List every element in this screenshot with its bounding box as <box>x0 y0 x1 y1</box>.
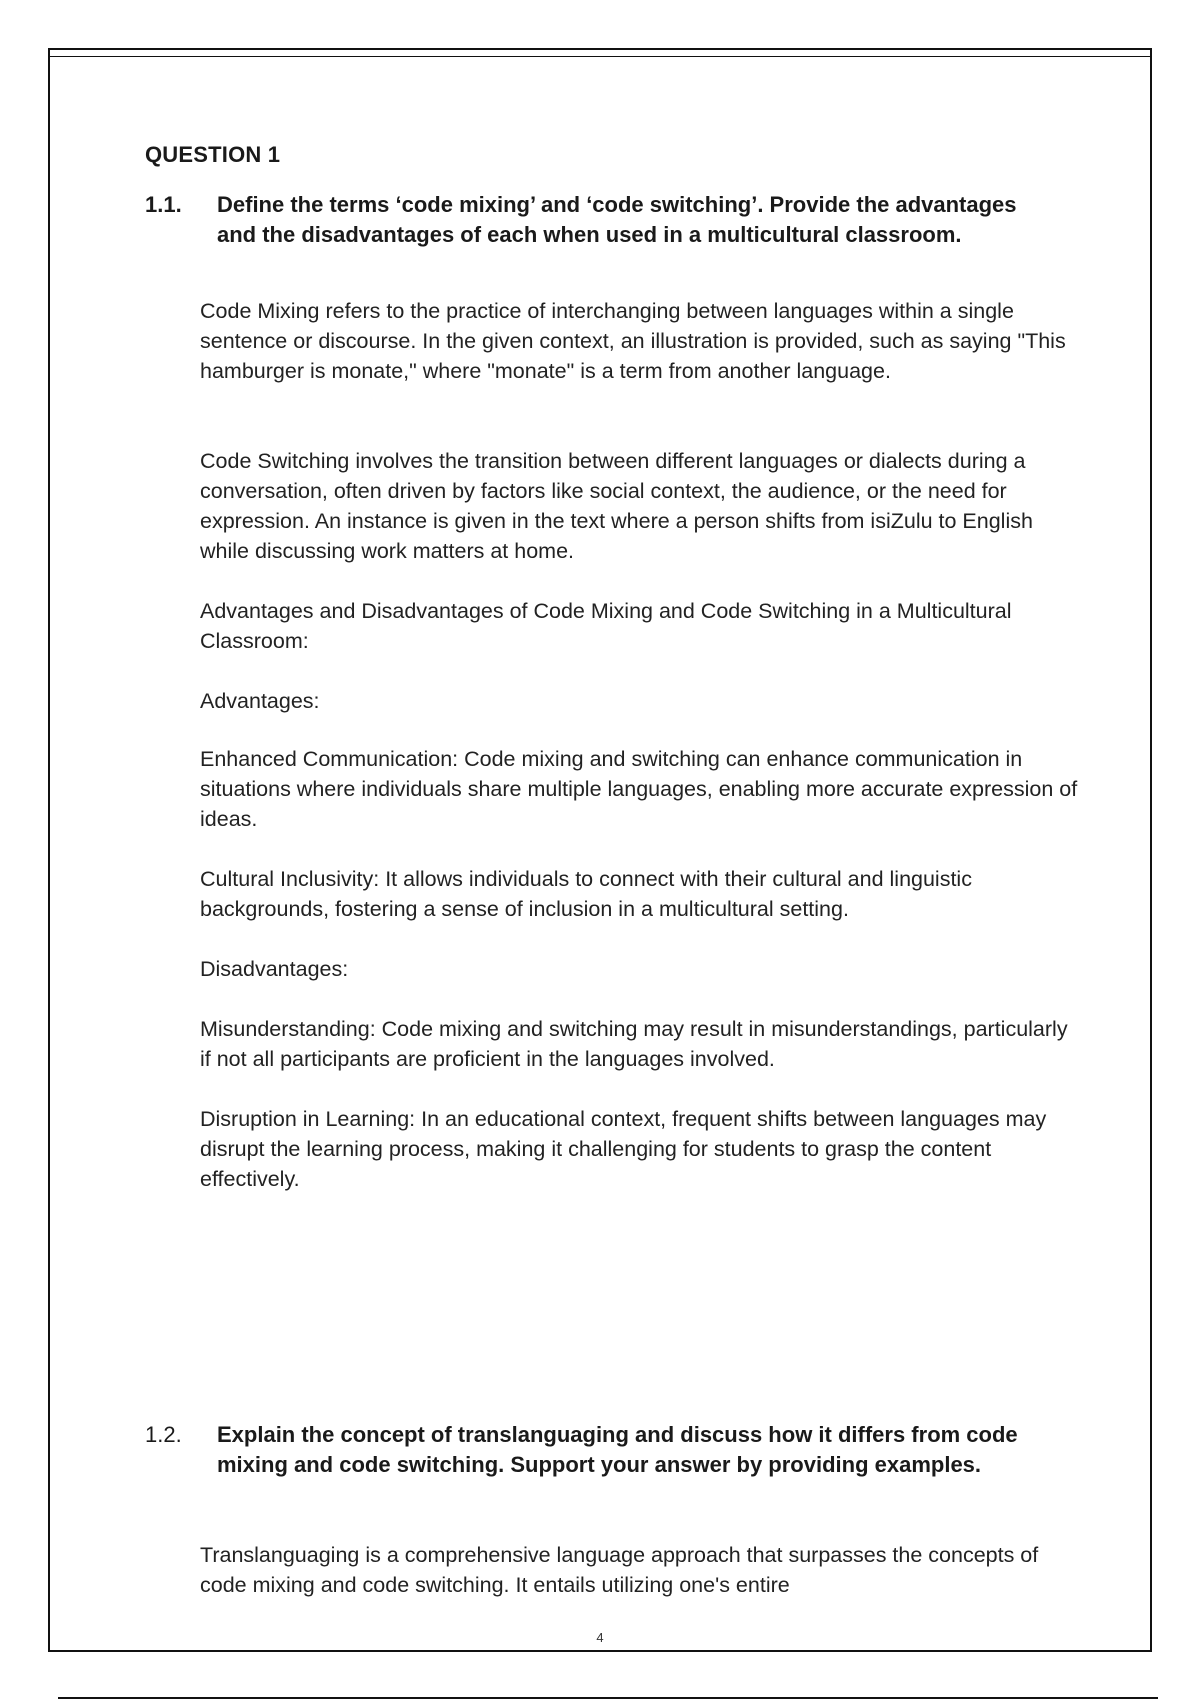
answer-paragraph: Misunderstanding: Code mixing and switching may result in misunderstandings, particularly if not all participants are proficient in the languages involved. <box>200 1017 1068 1071</box>
page-number: 4 <box>596 1630 604 1645</box>
question-1-2 <box>145 1420 1045 1510</box>
answer-paragraph: Code Switching involves the transition between different languages or dialects during a conversation, often driven by factors like social context, the audience, or the need for expression. An instance is given in the text where a person shifts from isiZulu to English while discussing work matters at home. <box>200 449 1033 563</box>
question-heading: QUESTION 1 <box>145 142 281 167</box>
answer-paragraph: Enhanced Communication: Code mixing and switching can enhance communication in situations where individuals share multiple languages, enabling more accurate expression of ideas. <box>200 747 1078 831</box>
answer-paragraph: Code Mixing refers to the practice of interchanging between languages within a single sentence or discourse. In the given context, an illustration is provided, such as saying "This hamburger is monate," where "monate" is a term from another language. <box>200 299 1066 383</box>
question-text: Define the terms ‘code mixing’ and ‘code switching’. Provide the advantages and the disadvantages of each when used in a multicultural classroom. <box>217 192 1017 247</box>
answer-paragraph: Translanguaging is a comprehensive language approach that surpasses the concepts of code mixing and code switching. It entails utilizing one's entire <box>200 1543 1039 1597</box>
question-text: Explain the concept of translanguaging and discuss how it differs from code mixing and code switching. Support your answer by providing examples. <box>217 1422 1018 1477</box>
answer-paragraph: Advantages: <box>200 689 320 713</box>
answer-paragraph: Disruption in Learning: In an educational context, frequent shifts between languages may disrupt the learning process, making it challenging for students to grasp the content effectively. <box>200 1107 1047 1191</box>
page-border <box>48 48 1152 1652</box>
question-number: 1.2. <box>145 1422 182 1447</box>
answer-paragraph: Cultural Inclusivity: It allows individuals to connect with their cultural and linguistic backgrounds, fostering a sense of inclusion in a multicultural setting. <box>200 867 972 921</box>
question-number: 1.1. <box>145 192 182 217</box>
bottom-rule <box>58 1697 1158 1699</box>
question-1-1 <box>145 190 1045 280</box>
answer-paragraph: Advantages and Disadvantages of Code Mixing and Code Switching in a Multicultural Classroom: <box>200 599 1012 653</box>
answer-paragraph: Disadvantages: <box>200 957 349 981</box>
page-content <box>50 50 1150 1650</box>
